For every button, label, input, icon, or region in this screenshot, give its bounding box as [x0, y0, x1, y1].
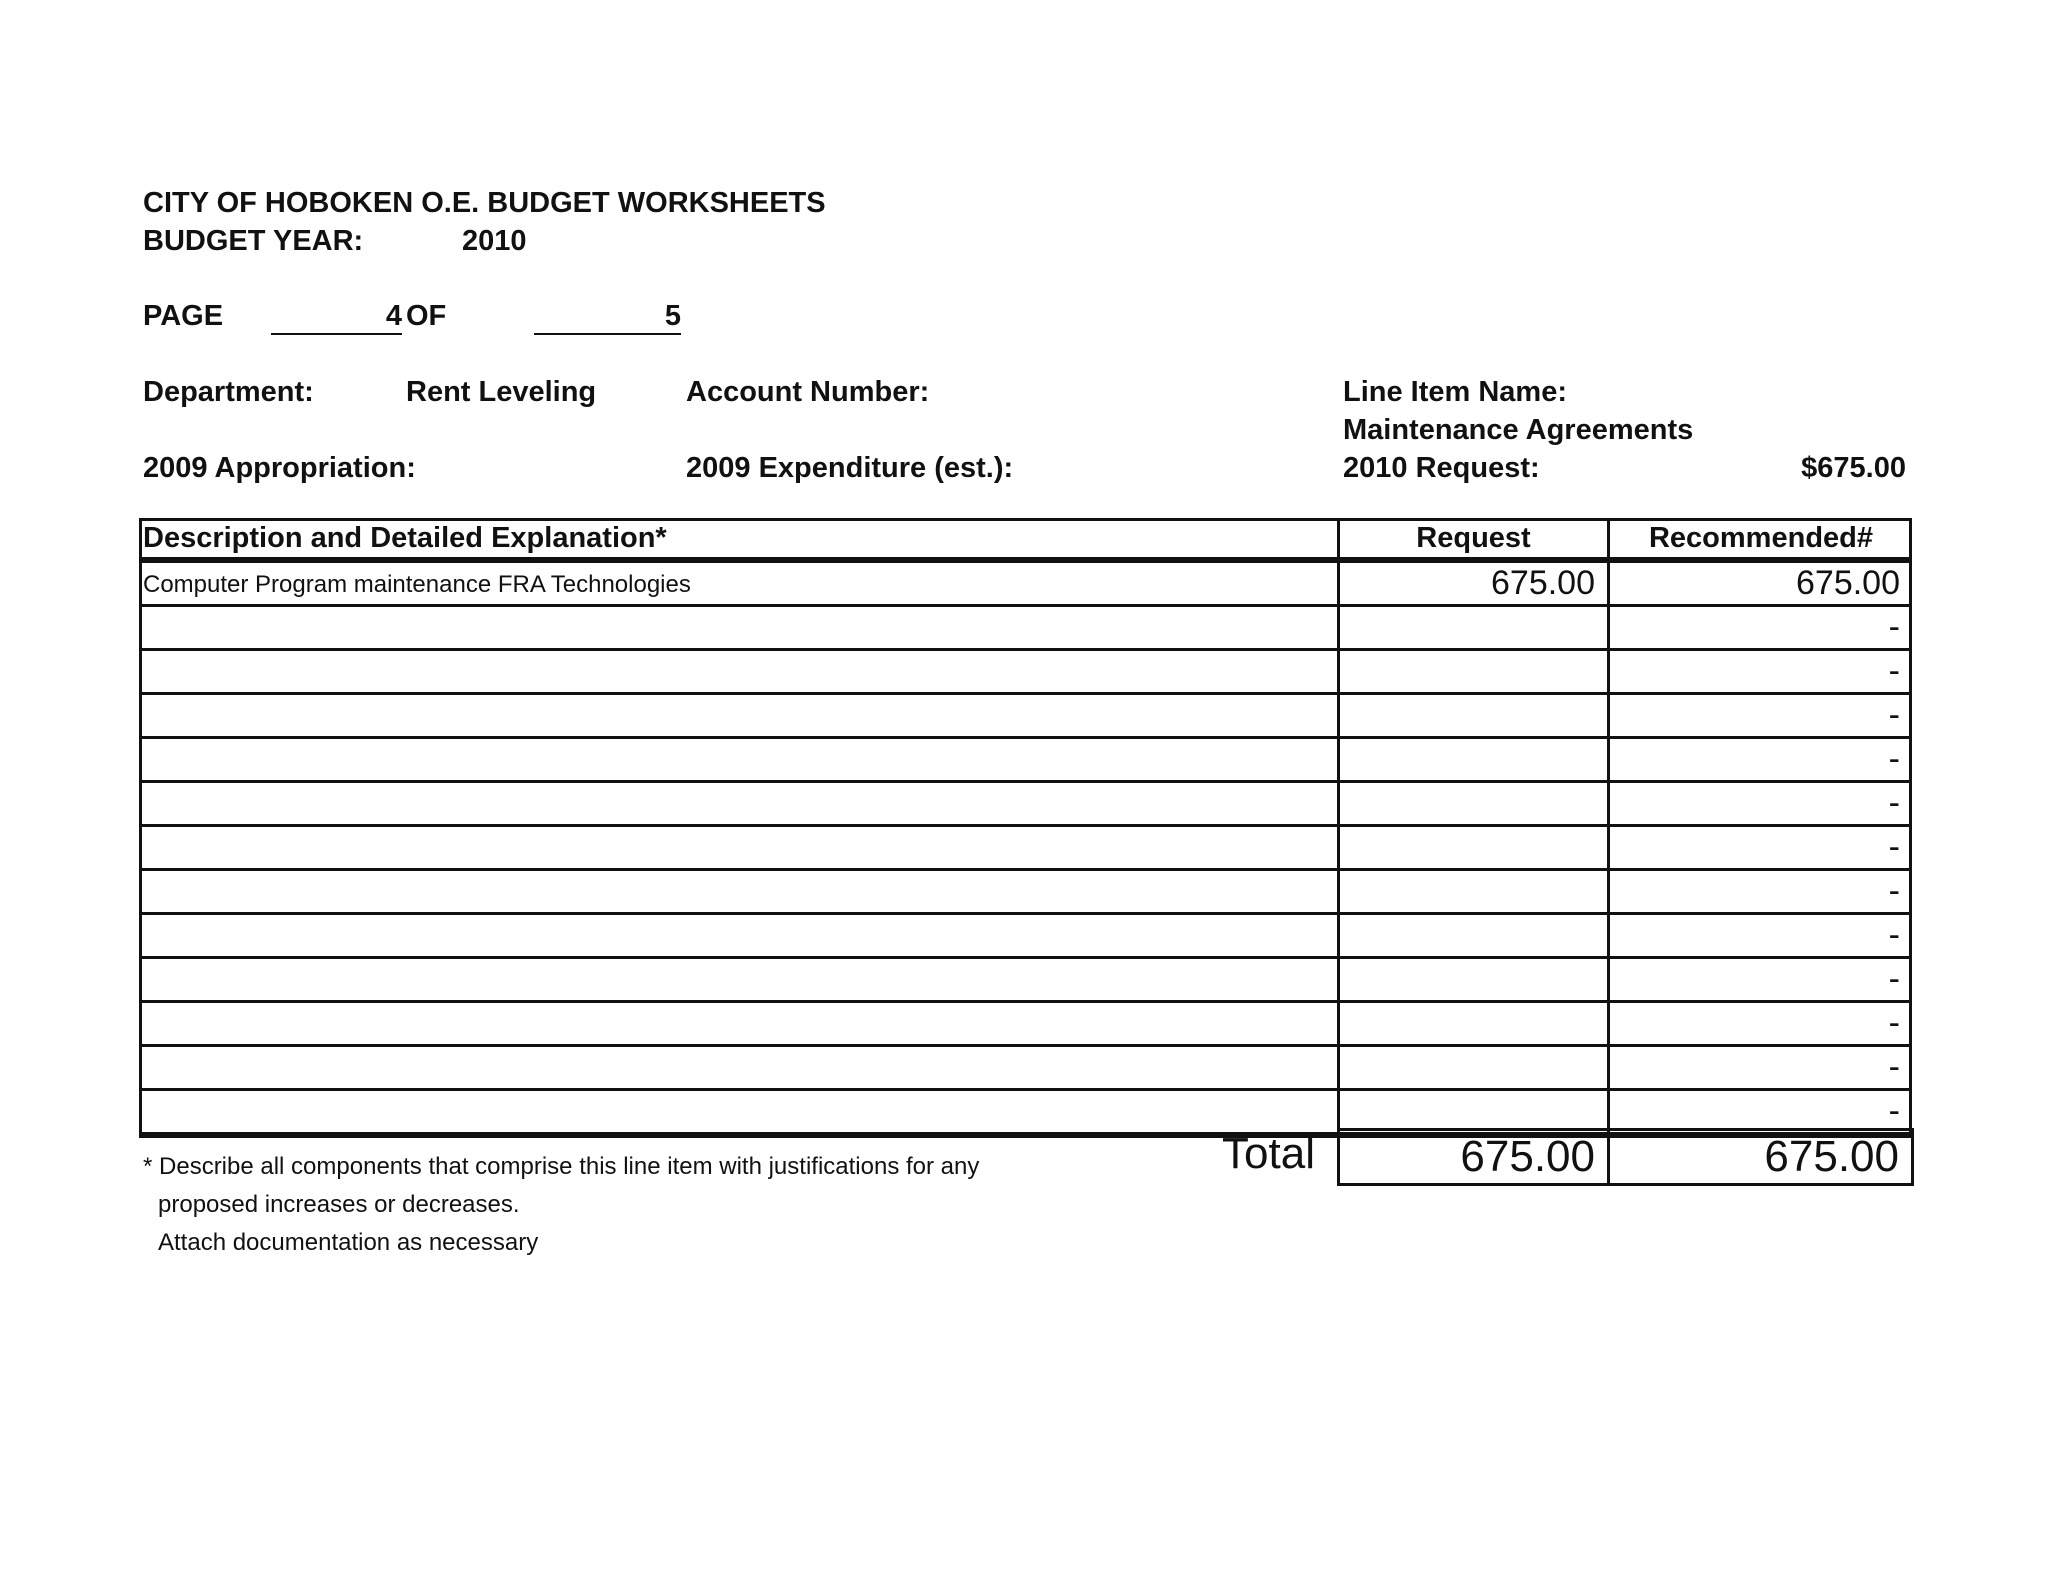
request-value: $675.00 [1801, 452, 1906, 484]
expenditure-label: 2009 Expenditure (est.): [686, 452, 1014, 484]
page-number [271, 299, 402, 335]
footnote-line-3: Attach documentation as necessary [158, 1229, 539, 1256]
page-label: PAGE [143, 300, 224, 332]
totals-box [1337, 1128, 1914, 1186]
row-recommended: 675.00 [1607, 563, 1912, 604]
footnote-line-2: proposed increases or decreases. [158, 1191, 520, 1218]
row-recommended: - [1607, 607, 1912, 648]
row-recommended: - [1607, 695, 1912, 736]
row-recommended: - [1607, 827, 1912, 868]
row-recommended: - [1607, 1003, 1912, 1044]
footnote-line-1: * Describe all components that comprise this line item with justifications for any [143, 1153, 980, 1180]
appropriation-label: 2009 Appropriation: [143, 452, 416, 484]
budget-year-label: BUDGET YEAR: [143, 225, 364, 257]
total-recommended: 675.00 [1607, 1131, 1911, 1183]
row-recommended: - [1607, 959, 1912, 1000]
table-frame [139, 518, 1912, 1138]
column-header-description: Description and Detailed Explanation* [143, 522, 667, 554]
department-value: Rent Leveling [406, 376, 597, 408]
total-label: Total [1222, 1129, 1315, 1178]
budget-year-value: 2010 [462, 225, 527, 257]
page-number-value: 4 [385, 300, 402, 332]
row-recommended: - [1607, 783, 1912, 824]
row-recommended: - [1607, 1047, 1912, 1088]
row-recommended: - [1607, 1091, 1912, 1132]
department-label: Department: [143, 376, 314, 408]
row-description: Computer Program maintenance FRA Technologies [143, 571, 691, 598]
page-total [534, 299, 681, 335]
row-recommended: - [1607, 739, 1912, 780]
account-number-label: Account Number: [686, 376, 930, 408]
worksheet-title: CITY OF HOBOKEN O.E. BUDGET WORKSHEETS [143, 187, 826, 219]
total-request: 675.00 [1460, 1132, 1595, 1181]
row-recommended: - [1607, 651, 1912, 692]
row-request: 675.00 [1337, 563, 1607, 604]
of-label: OF [406, 300, 447, 332]
line-item-label: Line Item Name: [1343, 376, 1567, 408]
row-recommended: - [1607, 871, 1912, 912]
request-label: 2010 Request: [1343, 452, 1540, 484]
column-header-request: Request [1337, 519, 1607, 557]
row-recommended: - [1607, 915, 1912, 956]
page-total-value: 5 [664, 300, 681, 332]
line-item-value: Maintenance Agreements [1343, 414, 1694, 446]
column-header-recommended: Recommended# [1607, 519, 1912, 557]
